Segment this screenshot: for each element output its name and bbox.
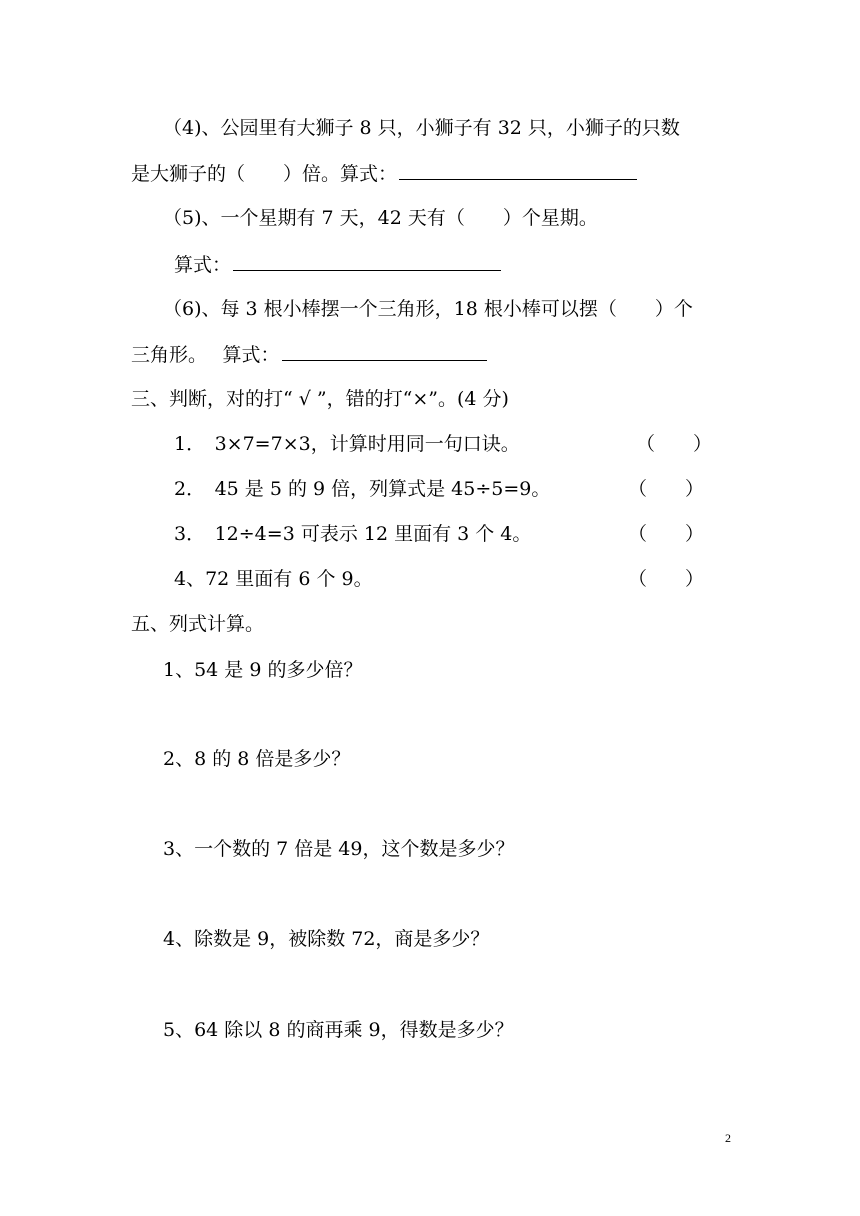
calc-item-1: 1、54 是 9 的多少倍？ [163, 659, 363, 681]
q6-line-2-text: 三角形。 算式： [131, 344, 280, 366]
q4-line-2-text: 是大狮子的（ ）倍。算式： [131, 163, 398, 185]
q4-answer-blank[interactable] [399, 161, 637, 180]
judge-item-3-answer[interactable]: （ ） [628, 523, 705, 545]
judge-item-2: 2． 45 是 5 的 9 倍，列算式是 45÷5=9。 [174, 478, 551, 500]
judge-item-4: 4、72 里面有 6 个 9。 [174, 568, 373, 590]
q5-line-1: （5)、一个星期有 7 天，42 天有（ ）个星期。 [163, 207, 598, 229]
page-number: 2 [725, 1131, 731, 1145]
calc-item-4: 4、除数是 9，被除数 72，商是多少？ [163, 928, 490, 950]
judge-item-3: 3． 12÷4=3 可表示 12 里面有 3 个 4。 [174, 523, 532, 545]
q6-line-1: （6)、每 3 根小棒摆一个三角形，18 根小棒可以摆（ ）个 [163, 298, 693, 320]
judge-item-1: 1． 3×7=7×3，计算时用同一句口诀。 [174, 433, 520, 455]
judge-item-1-answer[interactable]: （ ） [636, 433, 713, 455]
q5-line-2-text: 算式： [174, 254, 232, 276]
judge-item-4-answer[interactable]: （ ） [628, 568, 705, 590]
q5-answer-blank[interactable] [233, 252, 501, 271]
q5-line-2 [174, 252, 501, 277]
judge-item-2-answer[interactable]: （ ） [628, 478, 705, 500]
calc-item-2: 2、8 的 8 倍是多少？ [163, 748, 351, 770]
calc-heading: 五、列式计算。 [131, 613, 265, 635]
q6-line-2 [131, 342, 487, 367]
calc-item-3: 3、一个数的 7 倍是 49，这个数是多少？ [163, 838, 515, 860]
q4-line-1: （4)、公园里有大狮子 8 只，小狮子有 32 只，小狮子的只数 [163, 117, 680, 139]
judge-heading: 三、判断，对的打“ √ ”，错的打“×”。(4 分) [131, 388, 509, 410]
calc-item-5: 5、64 除以 8 的商再乘 9，得数是多少？ [163, 1019, 514, 1041]
q4-line-2 [131, 161, 637, 186]
q6-answer-blank[interactable] [282, 342, 487, 361]
